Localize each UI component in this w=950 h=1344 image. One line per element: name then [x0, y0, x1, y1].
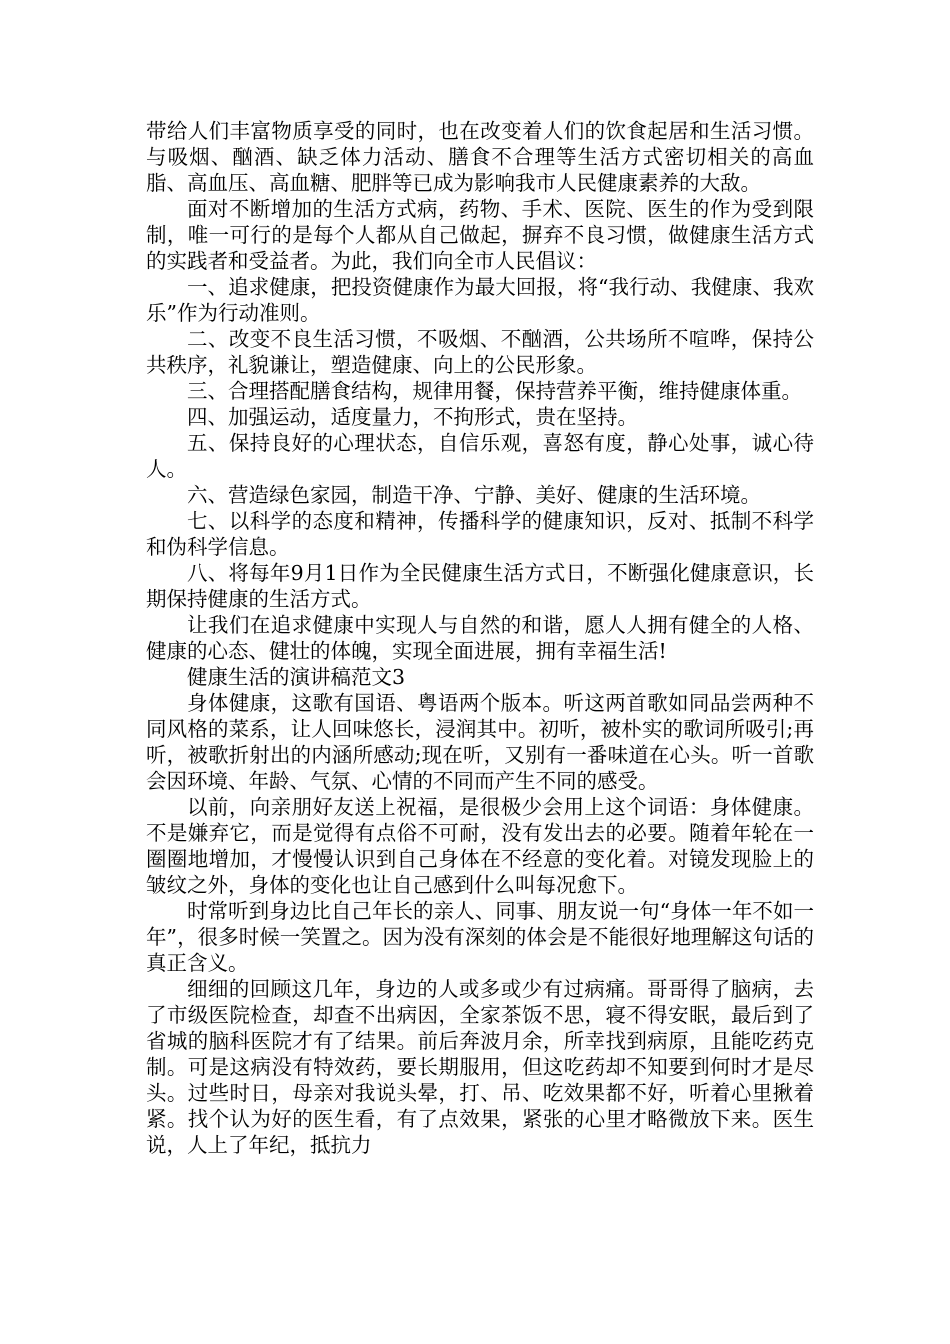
paragraph-item-2: 二、改变不良生活习惯，不吸烟、不酗酒，公共场所不喧哗，保持公共秩序，礼貌谦让，塑造健康、向上的公民形象。 [146, 327, 814, 377]
paragraph-intro-continued: 带给人们丰富物质享受的同时，也在改变着人们的饮食起居和生活习惯。与吸烟、酗酒、缺乏体力活动、膳食不合理等生活方式密切相关的高血脂、高血压、高血糖、肥胖等已成为影响我市人民健康素养的大敌。 [146, 119, 814, 195]
paragraph-item-8: 八、将每年9月1日作为全民健康生活方式日，不断强化健康意识，长期保持健康的生活方式。 [146, 561, 814, 611]
paragraph-item-4: 四、加强运动，适度量力，不拘形式，贵在坚持。 [187, 405, 638, 429]
paragraph-item-6: 六、营造绿色家园，制造干净、宁静、美好、健康的生活环境。 [187, 483, 761, 507]
paragraph-song: 身体健康，这歌有国语、粤语两个版本。听这两首歌如同品尝两种不同风格的菜系，让人回味悠长，浸润其中。初听，被朴实的歌词所吸引;再听，被歌折射出的内涵所感动;现在听，又别有一番味道在心头。听一首歌会因环境、年龄、气氛、心情的不同而产生不同的感受。 [146, 691, 814, 793]
paragraph-closing: 让我们在追求健康中实现人与自然的和谐，愿人人拥有健全的人格、健康的心态、健壮的体魄，实现全面进展，拥有幸福生活! [146, 613, 814, 663]
paragraph-item-7: 七、以科学的态度和精神，传播科学的健康知识，反对、抵制不科学和伪科学信息。 [146, 509, 814, 559]
paragraph-proposal-intro: 面对不断增加的生活方式病，药物、手术、医院、医生的作为受到限制，唯一可行的是每个人都从自己做起，摒弃不良习惯，做健康生活方式的实践者和受益者。为此，我们向全市人民倡议： [146, 197, 814, 273]
document-page [146, 118, 814, 1158]
section-heading: 健康生活的演讲稿范文3 [187, 665, 406, 689]
paragraph-item-5: 五、保持良好的心理状态，自信乐观，喜怒有度，静心处事，诚心待人。 [146, 431, 814, 481]
paragraph-item-3: 三、合理搭配膳食结构，规律用餐，保持营养平衡，维持健康体重。 [187, 379, 802, 403]
paragraph-blessing: 以前，向亲朋好友送上祝福，是很极少会用上这个词语：身体健康。不是嫌弃它，而是觉得有点俗不可耐，没有发出去的必要。随着年轮在一圈圈地增加，才慢慢认识到自己身体在不经意的变化着。对镜发现脸上的皱纹之外，身体的变化也让自己感到什么叫每况愈下。 [146, 795, 814, 897]
paragraph-saying: 时常听到身边比自己年长的亲人、同事、朋友说一句“身体一年不如一年”，很多时候一笑置之。因为没有深刻的体会是不能很好地理解这句话的真正含义。 [146, 899, 814, 975]
paragraph-item-1: 一、追求健康，把投资健康作为最大回报，将“我行动、我健康、我欢乐”作为行动准则。 [146, 275, 814, 325]
paragraph-recollection: 细细的回顾这几年，身边的人或多或少有过病痛。哥哥得了脑病，去了市级医院检查，却查不出病因，全家茶饭不思，寝不得安眠，最后到了省城的脑科医院才有了结果。前后奔波月余，所幸找到病原，且能吃药克制。可是这病没有特效药，要长期服用，但这吃药却不知要到何时才是尽头。过些时日，母亲对我说头晕，打、吊、吃效果都不好，听着心里揪着紧。找个认为好的医生看，有了点效果，紧张的心里才略微放下来。医生说，人上了年纪，抵抗力 [146, 977, 814, 1157]
